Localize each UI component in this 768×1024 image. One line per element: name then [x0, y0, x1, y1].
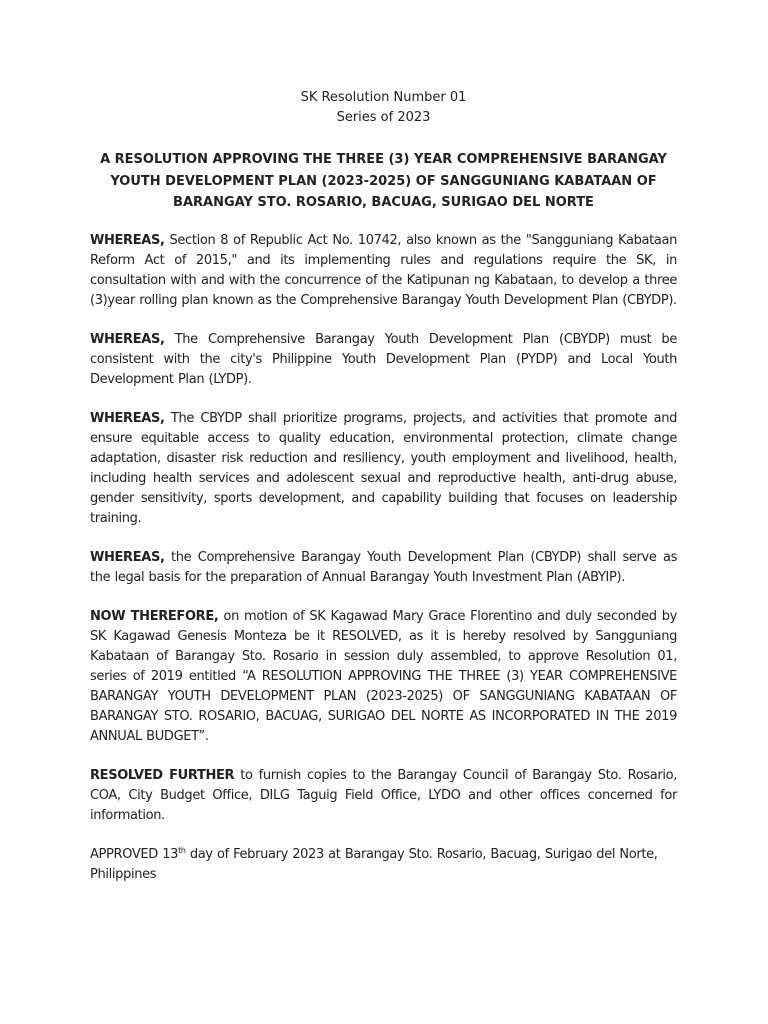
whereas-paragraph — [90, 409, 677, 529]
paragraph-text: the Comprehensive Barangay Youth Development Plan (CBYDP) shall serve as the legal basis for the preparation of Annual Barangay Youth Investment Plan (ABYIP). — [90, 549, 677, 585]
paragraph-lead: WHEREAS, — [90, 331, 165, 347]
paragraph-text: The Comprehensive Barangay Youth Development Plan (CBYDP) must be consistent with the city's Philippine Youth Development Plan (PYDP) and Local Youth Development Plan (LYDP). — [90, 331, 677, 387]
approved-prefix: APPROVED 13 — [90, 846, 179, 862]
paragraph-lead: RESOLVED FURTHER — [90, 767, 235, 783]
paragraph-lead: NOW THEREFORE, — [90, 608, 219, 624]
paragraph-lead: WHEREAS, — [90, 549, 165, 565]
paragraph-text: to furnish copies to the Barangay Council of Barangay Sto. Rosario, COA, City Budget Office, DILG Taguig Field Office, LYDO and other offices concerned for information. — [90, 767, 677, 823]
resolution-series: Series of 2023 — [336, 110, 431, 125]
paragraph-text: The CBYDP shall prioritize programs, projects, and activities that promote and ensure equitable access to quality education, environmental protection, climate change adaptation, disaster risk reduction and resiliency, youth employment and livelihood, health, including health services and adolescent sexual and reproductive health, anti-drug abuse, gender sensitivity, sports development, and capability building that focuses on leadership training. — [90, 410, 677, 526]
approved-paragraph — [90, 845, 677, 885]
whereas-paragraph — [90, 330, 677, 390]
now-therefore-paragraph — [90, 607, 677, 747]
document-page — [90, 88, 677, 885]
paragraph-text: Section 8 of Republic Act No. 10742, also known as the "Sangguniang Kabataan Reform Act of 2015," and its implementing rules and regulations require the SK, in consultation with and with the concurrence of the Katipunan ng Kabataan, to develop a three (3)year rolling plan known as the Comprehensive Barangay Youth Development Plan (CBYDP). — [90, 232, 677, 308]
resolution-number: SK Resolution Number 01 — [300, 90, 467, 105]
approved-suffix: day of February 2023 at Barangay Sto. Rosario, Bacuag, Surigao del Norte, Philippines — [90, 846, 658, 882]
approved-superscript: th — [178, 845, 186, 855]
resolution-title: A RESOLUTION APPROVING THE THREE (3) YEAR COMPREHENSIVE BARANGAY YOUTH DEVELOPMENT PLAN (2023-2025) OF SANGGUNIANG KABATAAN OF BARANGAY STO. ROSARIO, BACUAG, SURIGAO DEL NORTE — [100, 152, 667, 210]
whereas-paragraph — [90, 231, 677, 311]
resolved-further-paragraph — [90, 766, 677, 826]
paragraph-lead: WHEREAS, — [90, 410, 165, 426]
paragraph-text: on motion of SK Kagawad Mary Grace Florentino and duly seconded by SK Kagawad Genesis Monteza be it RESOLVED, as it is hereby resolved by Sangguniang Kabataan of Barangay Sto. Rosario in session duly assembled, to approve Resolution 01, series of 2019 entitled “A RESOLUTION APPROVING THE THREE (3) YEAR COMPREHENSIVE BARANGAY YOUTH DEVELOPMENT PLAN (2023-2025) OF SANGGUNIANG KABATAAN OF BARANGAY STO. ROSARIO, BACUAG, SURIGAO DEL NORTE AS INCORPORATED IN THE 2019 ANNUAL BUDGET”. — [90, 608, 677, 744]
paragraph-lead: WHEREAS, — [90, 232, 165, 248]
whereas-paragraph — [90, 548, 677, 588]
resolution-heading — [90, 88, 677, 128]
